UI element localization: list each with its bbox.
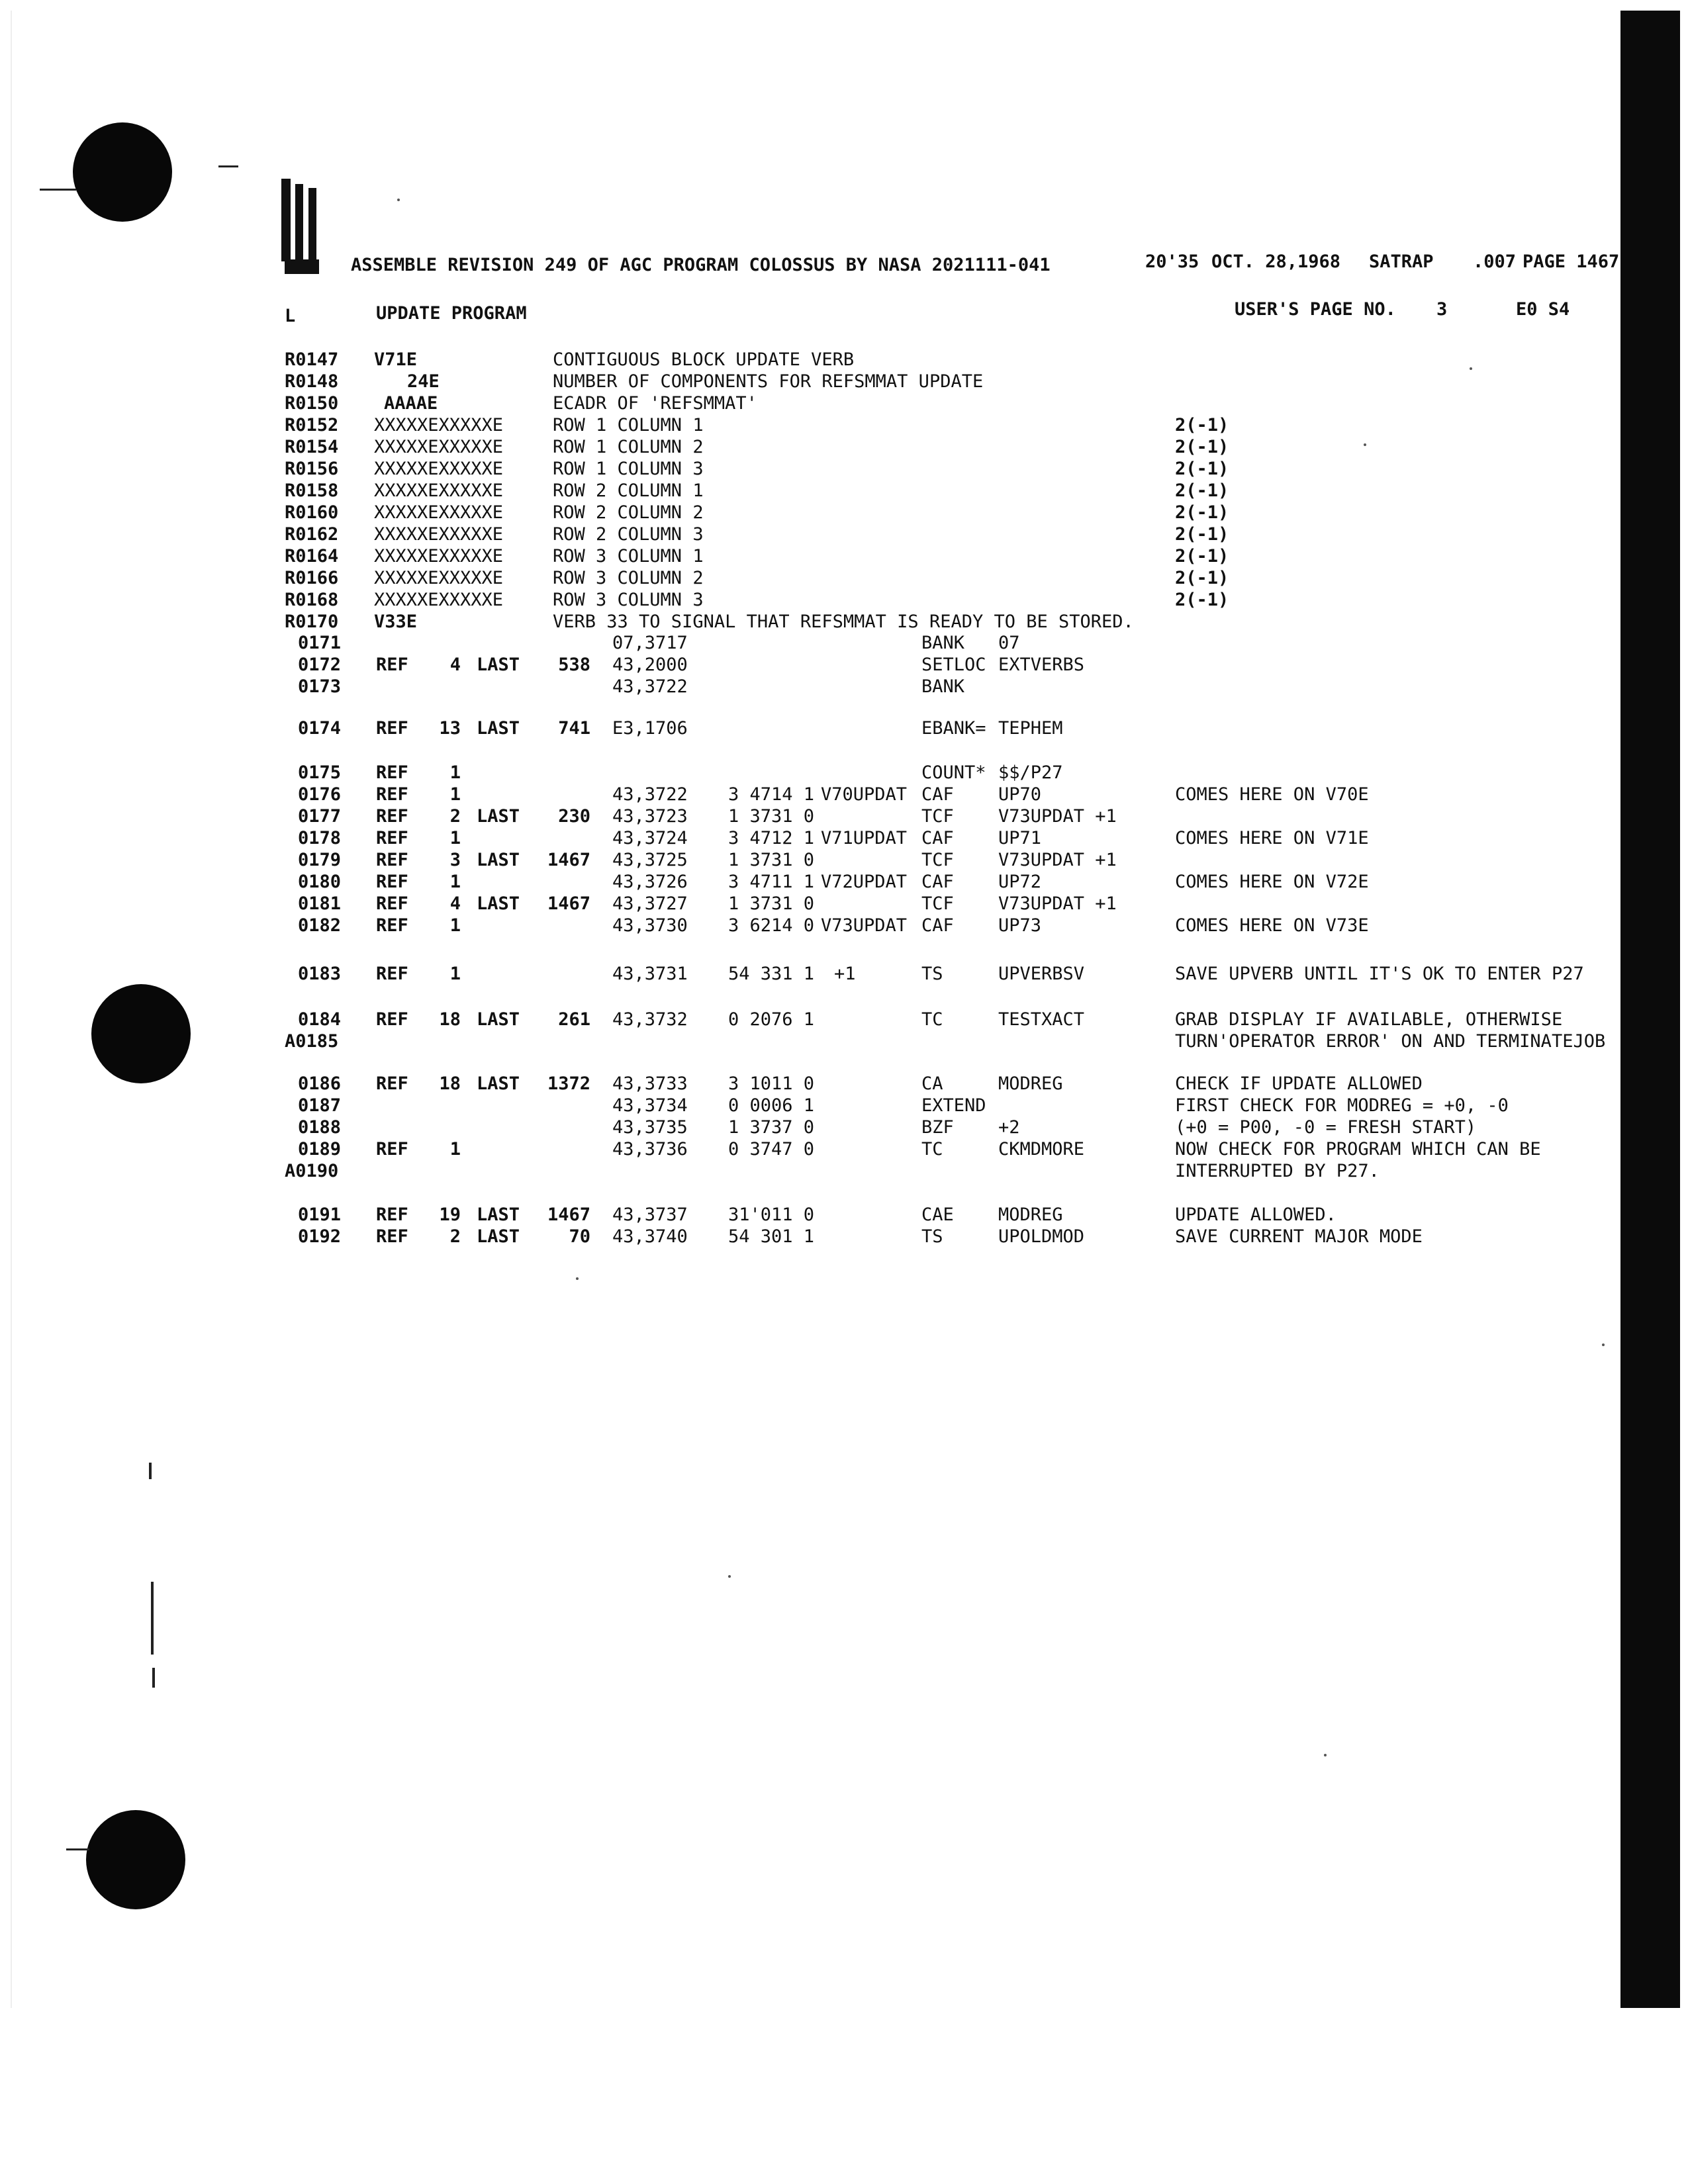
listing-row xyxy=(0,655,1609,676)
address: 43,3727 xyxy=(612,893,688,914)
last-line: 230 xyxy=(558,806,590,827)
operand: XXXXXEXXXXXE xyxy=(374,459,504,479)
listing-row xyxy=(0,633,1609,655)
comment: VERB 33 TO SIGNAL THAT REFSMMAT IS READY TO BE STORED. xyxy=(553,612,1134,632)
last-tag: LAST xyxy=(477,718,520,739)
address: 43,3730 xyxy=(612,915,688,936)
line-number: 0182 xyxy=(298,915,342,936)
line-number: R0164 xyxy=(285,546,339,567)
comment: CONTIGUOUS BLOCK UPDATE VERB xyxy=(553,349,855,370)
comment: ROW 1 COLUMN 3 xyxy=(553,459,704,479)
line-number: A0185 xyxy=(285,1031,339,1052)
operand: V33E xyxy=(374,612,418,632)
address: 43,3725 xyxy=(612,850,688,870)
octal-code: 1 3731 0 xyxy=(728,806,815,827)
argument: UP71 xyxy=(998,828,1042,848)
last-tag: LAST xyxy=(477,806,520,827)
ref-count: 1 xyxy=(449,828,461,848)
users-page-label: USER'S PAGE NO. xyxy=(1235,299,1396,320)
address: 43,3726 xyxy=(612,872,688,892)
last-line: 1372 xyxy=(547,1073,590,1094)
scale-note: 2(-1) xyxy=(1175,502,1229,523)
line-number: R0147 xyxy=(285,349,339,370)
argument: UP72 xyxy=(998,872,1042,892)
instruction: BZF xyxy=(921,1117,954,1138)
comment: NUMBER OF COMPONENTS FOR REFSMMAT UPDATE xyxy=(553,371,984,392)
ref-count: 1 xyxy=(449,762,461,783)
binding-bar xyxy=(295,184,303,261)
ref-tag: REF xyxy=(376,655,408,675)
argument: MODREG xyxy=(998,1073,1063,1094)
ref-count: 1 xyxy=(449,784,461,805)
line-number: 0178 xyxy=(298,828,342,848)
line-number: 0191 xyxy=(298,1205,342,1225)
line-number: R0168 xyxy=(285,590,339,610)
octal-code: 3 4714 1 xyxy=(728,784,815,805)
address: 43,3722 xyxy=(612,676,688,697)
comment: ROW 1 COLUMN 1 xyxy=(553,415,704,435)
listing-row xyxy=(0,1073,1609,1095)
assembly-title: ASSEMBLE REVISION 249 OF AGC PROGRAM COLOSSUS BY NASA 2021111-041 xyxy=(351,255,1051,275)
address: 43,3722 xyxy=(612,784,688,805)
remark: SAVE UPVERB UNTIL IT'S OK TO ENTER P27 xyxy=(1175,964,1584,984)
line-number: R0152 xyxy=(285,415,339,435)
comment: ROW 3 COLUMN 3 xyxy=(553,590,704,610)
operand: XXXXXEXXXXXE xyxy=(374,590,504,610)
listing-marker: L xyxy=(285,306,296,326)
comment: ROW 2 COLUMN 3 xyxy=(553,524,704,545)
instruction: CAF xyxy=(921,915,954,936)
ref-tag: REF xyxy=(376,1073,408,1094)
instruction: TCF xyxy=(921,806,954,827)
last-tag: LAST xyxy=(477,1073,520,1094)
octal-code: 54 301 1 xyxy=(728,1226,815,1247)
last-line: 741 xyxy=(558,718,590,739)
address: 43,3733 xyxy=(612,1073,688,1094)
listing-row xyxy=(0,480,1609,502)
operand: XXXXXEXXXXXE xyxy=(374,546,504,567)
bottom-margin xyxy=(0,2008,1688,2184)
tick-mark xyxy=(66,1848,89,1850)
line-number: 0181 xyxy=(298,893,342,914)
punch-hole-top xyxy=(73,122,172,222)
line-number: R0150 xyxy=(285,393,339,414)
ref-tag: REF xyxy=(376,872,408,892)
remark: SAVE CURRENT MAJOR MODE xyxy=(1175,1226,1423,1247)
listing-row xyxy=(0,1205,1609,1226)
remark: COMES HERE ON V72E xyxy=(1175,872,1369,892)
listing-row xyxy=(0,850,1609,872)
ref-tag: REF xyxy=(376,828,408,848)
octal-code: 0 3747 0 xyxy=(728,1139,815,1160)
listing-row xyxy=(0,676,1609,698)
operand: XXXXXEXXXXXE xyxy=(374,437,504,457)
section-title: UPDATE PROGRAM xyxy=(376,303,527,324)
instruction: TC xyxy=(921,1009,943,1030)
address: 43,3735 xyxy=(612,1117,688,1138)
argument: TEPHEM xyxy=(998,718,1063,739)
location-label: V70UPDAT xyxy=(821,784,908,805)
ref-tag: REF xyxy=(376,850,408,870)
tick-mark xyxy=(40,189,76,191)
ref-count: 1 xyxy=(449,964,461,984)
instruction: CAF xyxy=(921,872,954,892)
ref-tag: REF xyxy=(376,915,408,936)
punch-hole-bottom xyxy=(86,1810,185,1909)
scale-note: 2(-1) xyxy=(1175,546,1229,567)
line-number: R0148 xyxy=(285,371,339,392)
argument: UPVERBSV xyxy=(998,964,1085,984)
line-number: 0179 xyxy=(298,850,342,870)
ref-tag: REF xyxy=(376,893,408,914)
operand: XXXXXEXXXXXE xyxy=(374,502,504,523)
address: 43,3740 xyxy=(612,1226,688,1247)
line-number: 0180 xyxy=(298,872,342,892)
scale-note: 2(-1) xyxy=(1175,437,1229,457)
scale-note: 2(-1) xyxy=(1175,480,1229,501)
instruction: CAF xyxy=(921,784,954,805)
last-tag: LAST xyxy=(477,655,520,675)
line-number: 0174 xyxy=(298,718,342,739)
instruction: TC xyxy=(921,1139,943,1160)
octal-code: 0 2076 1 xyxy=(728,1009,815,1030)
listing-row xyxy=(0,1139,1609,1161)
listing-row xyxy=(0,1161,1609,1183)
listing-row xyxy=(0,806,1609,828)
argument: UPOLDMOD xyxy=(998,1226,1085,1247)
operand: XXXXXEXXXXXE xyxy=(374,415,504,435)
listing-row xyxy=(0,612,1609,633)
listing-row xyxy=(0,524,1609,546)
listing-row xyxy=(0,915,1609,937)
remark: NOW CHECK FOR PROGRAM WHICH CAN BE xyxy=(1175,1139,1541,1160)
line-number: 0192 xyxy=(298,1226,342,1247)
instruction: SETLOC xyxy=(921,655,986,675)
ref-count: 1 xyxy=(449,1139,461,1160)
instruction: CAE xyxy=(921,1205,954,1225)
address: 43,3736 xyxy=(612,1139,688,1160)
argument: UP70 xyxy=(998,784,1042,805)
instruction: TS xyxy=(921,1226,943,1247)
location-label: +1 xyxy=(834,964,856,984)
ref-tag: REF xyxy=(376,964,408,984)
ref-tag: REF xyxy=(376,1205,408,1225)
address: 43,3732 xyxy=(612,1009,688,1030)
address: 43,3734 xyxy=(612,1095,688,1116)
listing-row xyxy=(0,1226,1609,1248)
address: 43,3737 xyxy=(612,1205,688,1225)
remark: TURN'OPERATOR ERROR' ON AND TERMINATEJOB xyxy=(1175,1031,1606,1052)
ref-tag: REF xyxy=(376,1226,408,1247)
octal-code: 3 6214 0 xyxy=(728,915,815,936)
instruction: EXTEND xyxy=(921,1095,986,1116)
ref-count: 18 xyxy=(439,1009,461,1030)
last-tag: LAST xyxy=(477,1205,520,1225)
last-line: 70 xyxy=(569,1226,590,1247)
speck xyxy=(397,199,400,201)
last-line: 1467 xyxy=(547,893,590,914)
operand: XXXXXEXXXXXE xyxy=(374,524,504,545)
line-number: R0162 xyxy=(285,524,339,545)
speck xyxy=(576,1277,579,1280)
line-number: A0190 xyxy=(285,1161,339,1181)
argument: CKMDMORE xyxy=(998,1139,1085,1160)
last-line: 1467 xyxy=(547,1205,590,1225)
ref-tag: REF xyxy=(376,762,408,783)
listing-row xyxy=(0,437,1609,459)
header-user: SATRAP xyxy=(1369,251,1434,272)
remark: COMES HERE ON V71E xyxy=(1175,828,1369,848)
instruction: BANK xyxy=(921,676,965,697)
instruction: CA xyxy=(921,1073,943,1094)
line-number: 0183 xyxy=(298,964,342,984)
ref-count: 3 xyxy=(449,850,461,870)
instruction: TS xyxy=(921,964,943,984)
tick-mark xyxy=(218,165,238,167)
line-number: 0173 xyxy=(298,676,342,697)
listing-row xyxy=(0,718,1609,740)
ref-tag: REF xyxy=(376,806,408,827)
remark: INTERRUPTED BY P27. xyxy=(1175,1161,1380,1181)
margin-mark xyxy=(151,1582,154,1655)
ref-tag: REF xyxy=(376,718,408,739)
line-number: 0175 xyxy=(298,762,342,783)
listing-row xyxy=(0,1117,1609,1139)
argument: EXTVERBS xyxy=(998,655,1085,675)
remark: FIRST CHECK FOR MODREG = +0, -0 xyxy=(1175,1095,1509,1116)
ref-count: 4 xyxy=(449,893,461,914)
listing-row xyxy=(0,349,1609,371)
ref-count: 19 xyxy=(439,1205,461,1225)
header-date: OCT. 28,1968 xyxy=(1211,251,1341,272)
line-number: R0166 xyxy=(285,568,339,588)
comment: ROW 2 COLUMN 1 xyxy=(553,480,704,501)
listing-row xyxy=(0,459,1609,480)
remark: CHECK IF UPDATE ALLOWED xyxy=(1175,1073,1423,1094)
remark: UPDATE ALLOWED. xyxy=(1175,1205,1336,1225)
address: 43,3731 xyxy=(612,964,688,984)
scale-note: 2(-1) xyxy=(1175,524,1229,545)
speck xyxy=(728,1575,731,1578)
ref-tag: REF xyxy=(376,784,408,805)
instruction: TCF xyxy=(921,893,954,914)
remark: COMES HERE ON V70E xyxy=(1175,784,1369,805)
ref-tag: REF xyxy=(376,1139,408,1160)
section-code: E0 S4 xyxy=(1516,299,1570,320)
location-label: V72UPDAT xyxy=(821,872,908,892)
listing-row xyxy=(0,546,1609,568)
listing-row xyxy=(0,784,1609,806)
argument: $$/P27 xyxy=(998,762,1063,783)
ref-count: 13 xyxy=(439,718,461,739)
ref-count: 18 xyxy=(439,1073,461,1094)
location-label: V73UPDAT xyxy=(821,915,908,936)
octal-code: 54 331 1 xyxy=(728,964,815,984)
remark: GRAB DISPLAY IF AVAILABLE, OTHERWISE xyxy=(1175,1009,1563,1030)
octal-code: 3 4712 1 xyxy=(728,828,815,848)
speck xyxy=(1324,1754,1327,1756)
octal-code: 3 1011 0 xyxy=(728,1073,815,1094)
octal-code: 3 4711 1 xyxy=(728,872,815,892)
ref-tag: REF xyxy=(376,1009,408,1030)
listing-row xyxy=(0,872,1609,893)
address: 43,2000 xyxy=(612,655,688,675)
ref-count: 4 xyxy=(449,655,461,675)
line-number: 0171 xyxy=(298,633,342,653)
last-line: 1467 xyxy=(547,850,590,870)
argument: 07 xyxy=(998,633,1020,653)
scale-note: 2(-1) xyxy=(1175,568,1229,588)
operand: XXXXXEXXXXXE xyxy=(374,480,504,501)
instruction: BANK xyxy=(921,633,965,653)
listing-row xyxy=(0,371,1609,393)
instruction: TCF xyxy=(921,850,954,870)
ref-count: 2 xyxy=(449,806,461,827)
remark: (+0 = P00, -0 = FRESH START) xyxy=(1175,1117,1477,1138)
last-line: 261 xyxy=(558,1009,590,1030)
remark: COMES HERE ON V73E xyxy=(1175,915,1369,936)
octal-code: 0 0006 1 xyxy=(728,1095,815,1116)
argument: MODREG xyxy=(998,1205,1063,1225)
argument: TESTXACT xyxy=(998,1009,1085,1030)
octal-code: 31'011 0 xyxy=(728,1205,815,1225)
listing-row xyxy=(0,1031,1609,1053)
ref-count: 2 xyxy=(449,1226,461,1247)
listing-row xyxy=(0,828,1609,850)
line-number: R0154 xyxy=(285,437,339,457)
listing-row xyxy=(0,893,1609,915)
comment: ROW 3 COLUMN 1 xyxy=(553,546,704,567)
listing-row xyxy=(0,393,1609,415)
comment: ECADR OF 'REFSMMAT' xyxy=(553,393,757,414)
octal-code: 1 3731 0 xyxy=(728,893,815,914)
argument: +2 xyxy=(998,1117,1020,1138)
operand: V71E xyxy=(374,349,418,370)
binding-bar xyxy=(281,179,291,261)
speck xyxy=(1602,1343,1605,1346)
listing-row xyxy=(0,502,1609,524)
listing-row xyxy=(0,964,1609,985)
argument: V73UPDAT +1 xyxy=(998,850,1117,870)
scale-note: 2(-1) xyxy=(1175,459,1229,479)
instruction: EBANK= xyxy=(921,718,986,739)
binding-bar xyxy=(308,188,316,262)
comment: ROW 2 COLUMN 2 xyxy=(553,502,704,523)
line-number: 0188 xyxy=(298,1117,342,1138)
margin-mark xyxy=(149,1463,152,1479)
address: 43,3723 xyxy=(612,806,688,827)
users-page-number: 3 xyxy=(1436,299,1448,320)
line-number: 0172 xyxy=(298,655,342,675)
listing-row xyxy=(0,1095,1609,1117)
instruction: CAF xyxy=(921,828,954,848)
comment: ROW 3 COLUMN 2 xyxy=(553,568,704,588)
operand: 24E xyxy=(407,371,440,392)
listing-row xyxy=(0,590,1609,612)
listing-row xyxy=(0,568,1609,590)
listing-row xyxy=(0,415,1609,437)
last-line: 538 xyxy=(558,655,590,675)
address: E3,1706 xyxy=(612,718,688,739)
argument: V73UPDAT +1 xyxy=(998,893,1117,914)
scale-note: 2(-1) xyxy=(1175,415,1229,435)
header-rev: .007 xyxy=(1473,251,1517,272)
argument: V73UPDAT +1 xyxy=(998,806,1117,827)
last-tag: LAST xyxy=(477,1009,520,1030)
line-number: 0184 xyxy=(298,1009,342,1030)
listing-row xyxy=(0,1009,1609,1031)
line-number: R0160 xyxy=(285,502,339,523)
last-tag: LAST xyxy=(477,850,520,870)
last-tag: LAST xyxy=(477,893,520,914)
ref-count: 1 xyxy=(449,872,461,892)
line-number: 0186 xyxy=(298,1073,342,1094)
address: 07,3717 xyxy=(612,633,688,653)
address: 43,3724 xyxy=(612,828,688,848)
argument: UP73 xyxy=(998,915,1042,936)
instruction: COUNT* xyxy=(921,762,986,783)
binding-bar xyxy=(285,259,319,274)
line-number: R0156 xyxy=(285,459,339,479)
last-tag: LAST xyxy=(477,1226,520,1247)
operand: XXXXXEXXXXXE xyxy=(374,568,504,588)
octal-code: 1 3731 0 xyxy=(728,850,815,870)
octal-code: 1 3737 0 xyxy=(728,1117,815,1138)
header-time: 20'35 xyxy=(1145,251,1199,272)
location-label: V71UPDAT xyxy=(821,828,908,848)
line-number: 0176 xyxy=(298,784,342,805)
margin-mark xyxy=(152,1668,155,1688)
scale-note: 2(-1) xyxy=(1175,590,1229,610)
line-number: 0189 xyxy=(298,1139,342,1160)
listing-row xyxy=(0,762,1609,784)
header-page: PAGE 1467 xyxy=(1523,251,1620,272)
line-number: R0158 xyxy=(285,480,339,501)
line-number: R0170 xyxy=(285,612,339,632)
operand: AAAAE xyxy=(384,393,438,414)
line-number: 0187 xyxy=(298,1095,342,1116)
ref-count: 1 xyxy=(449,915,461,936)
comment: ROW 1 COLUMN 2 xyxy=(553,437,704,457)
line-number: 0177 xyxy=(298,806,342,827)
